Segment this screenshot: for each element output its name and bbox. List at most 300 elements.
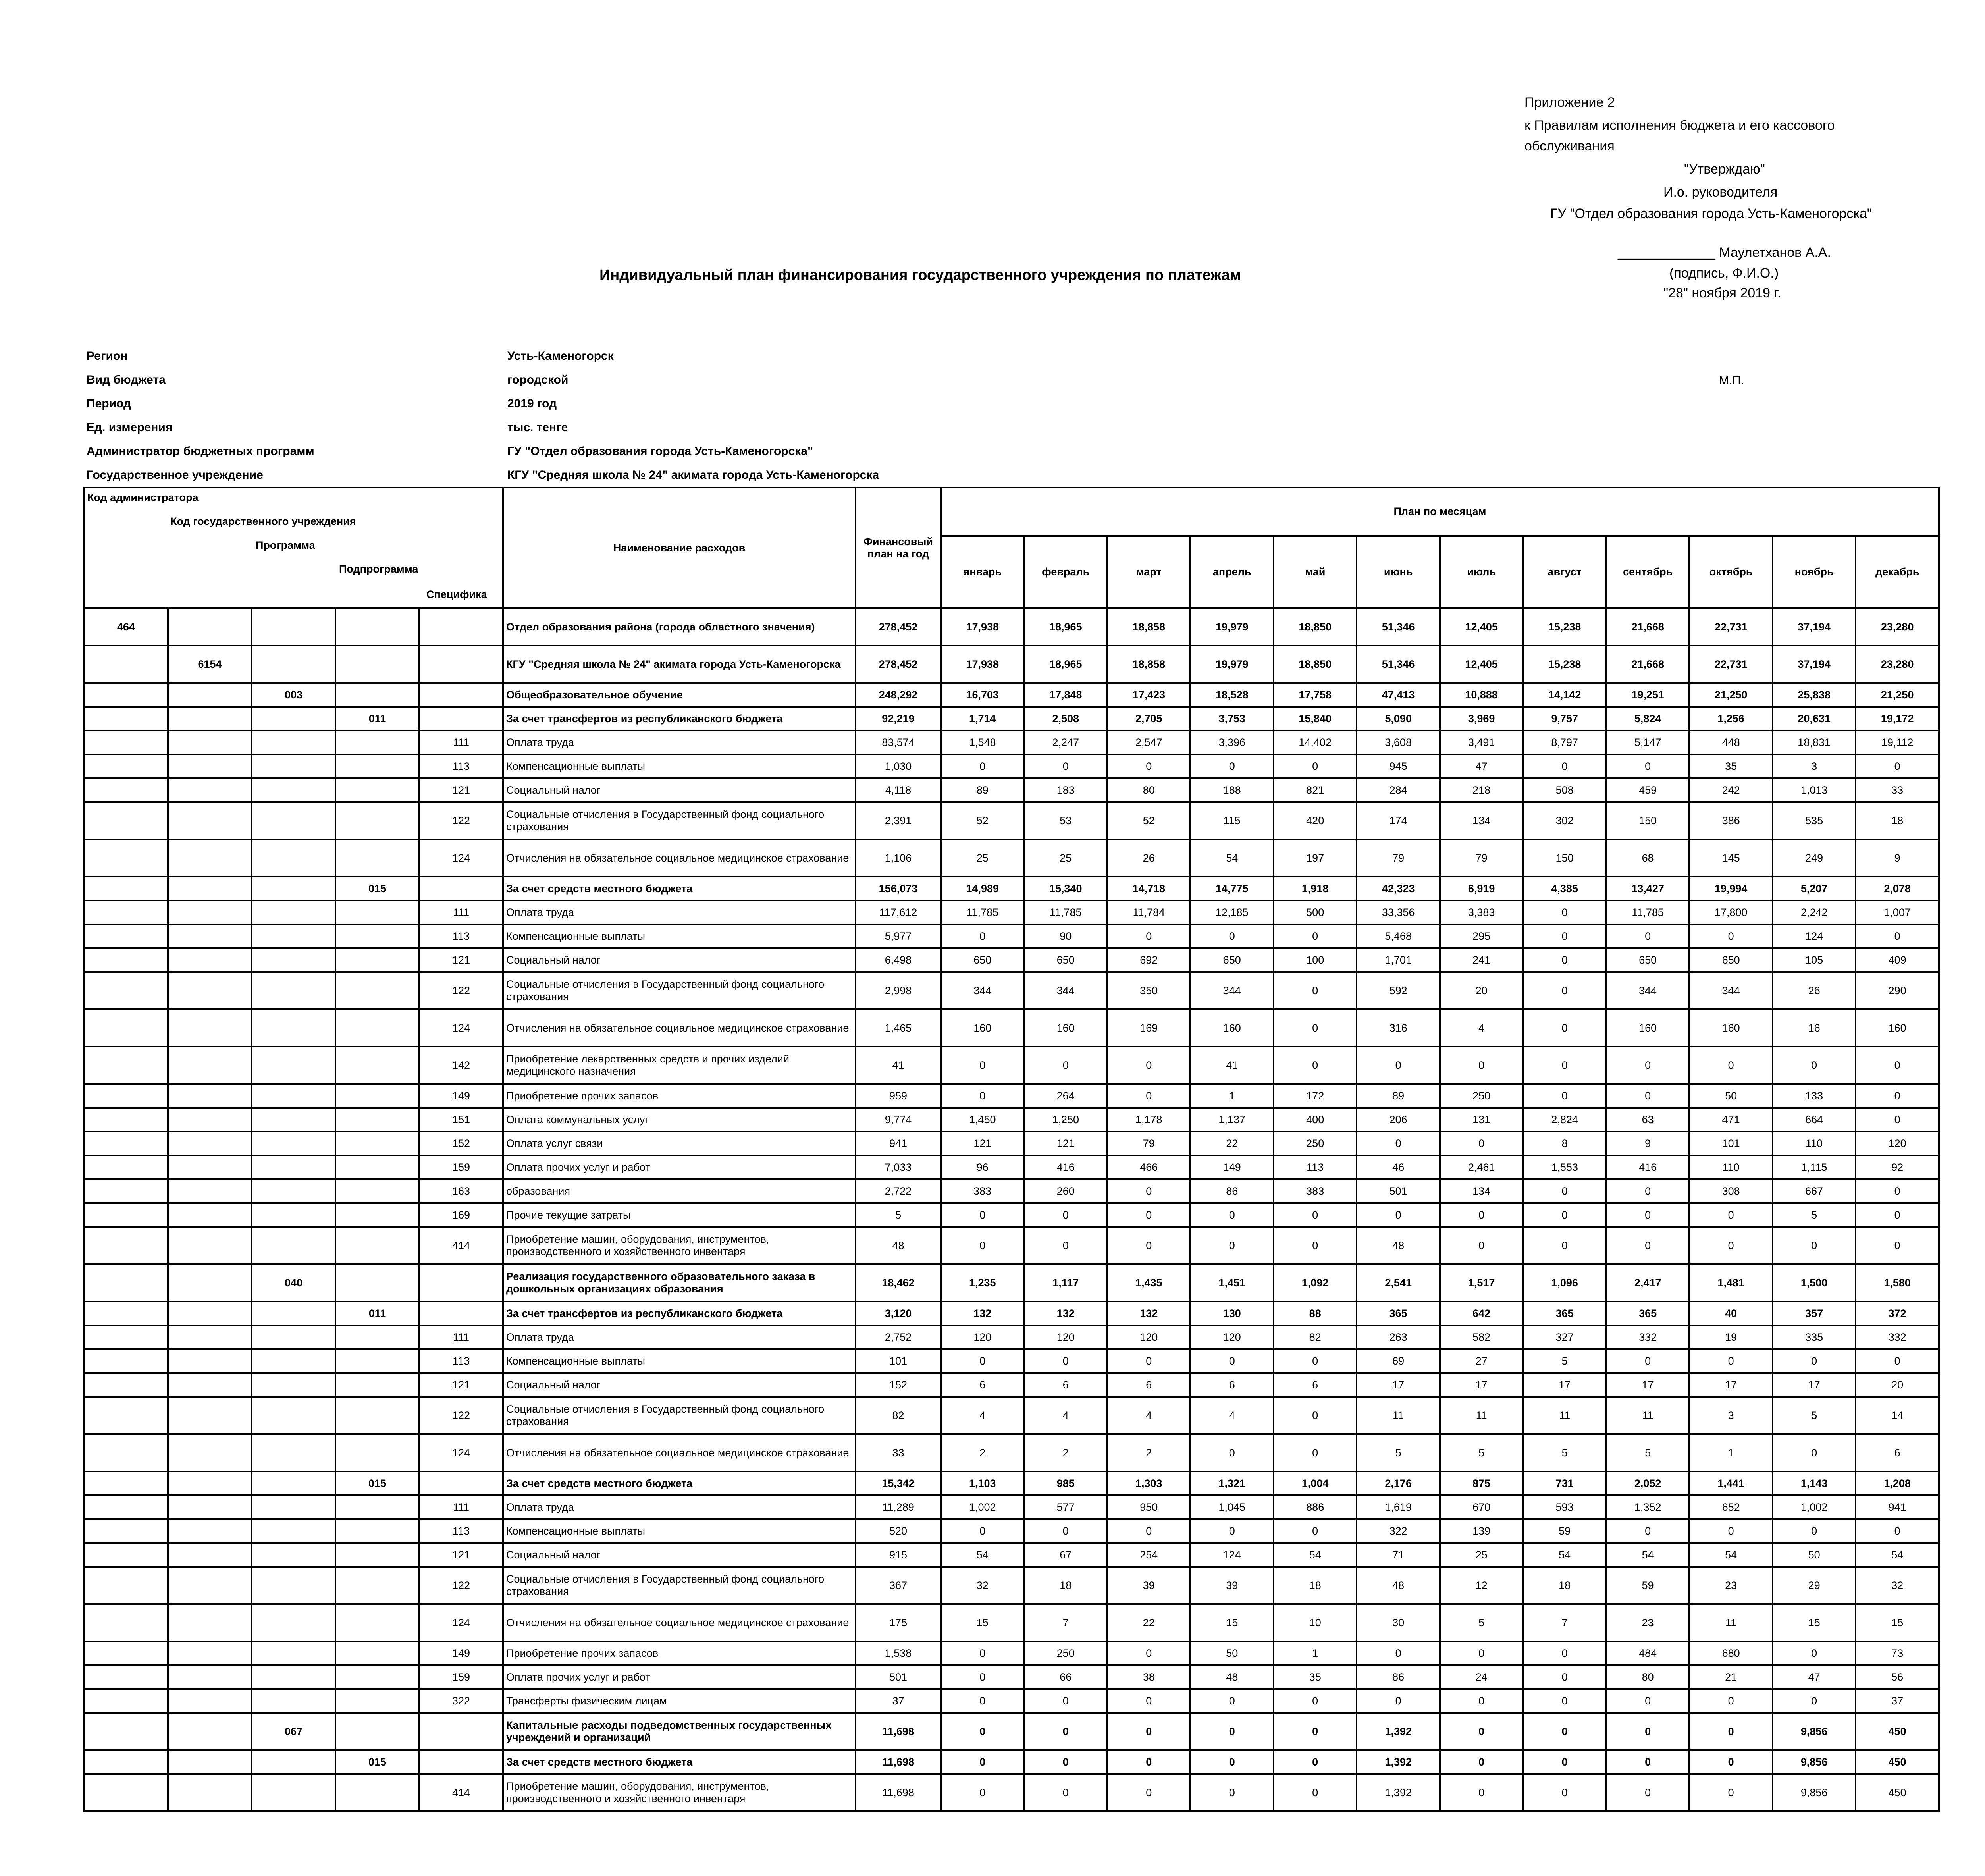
table-row (84, 1301, 1939, 1325)
month-value-cell: 0 (1523, 1084, 1606, 1108)
annual-plan-cell: 2,752 (856, 1325, 941, 1349)
month-value-cell: 0 (941, 1519, 1024, 1543)
annual-plan-cell: 278,452 (856, 646, 941, 683)
month-value-cell: 23 (1606, 1604, 1689, 1641)
month-value-cell: 484 (1606, 1641, 1689, 1665)
annual-plan-cell: 2,391 (856, 802, 941, 839)
code-specific-cell: 149 (419, 1641, 503, 1665)
code-admin-cell (84, 900, 168, 924)
code-institution-cell (168, 1665, 252, 1689)
code-institution-cell: 6154 (168, 646, 252, 683)
month-value-cell: 115 (1190, 802, 1273, 839)
code-admin-cell (84, 1713, 168, 1750)
month-value-cell: 0 (941, 1227, 1024, 1264)
month-value-cell: 38 (1107, 1665, 1190, 1689)
month-value-cell: 0 (1107, 1349, 1190, 1373)
code-admin-cell (84, 1349, 168, 1373)
month-value-cell: 18,965 (1024, 646, 1107, 683)
code-subprogram-cell (335, 839, 419, 877)
expense-name-cell: Социальные отчисления в Государственный фонд социального страхования (503, 972, 856, 1009)
month-value-cell: 0 (1440, 1203, 1523, 1227)
month-value-cell: 51,346 (1357, 646, 1440, 683)
month-value-cell: 121 (941, 1132, 1024, 1155)
code-subprogram-cell (335, 1349, 419, 1373)
code-program-cell (252, 1774, 335, 1811)
table-row (84, 1750, 1939, 1774)
meta-value: ГУ "Отдел образования города Усть-Каменогорска" (507, 445, 813, 458)
month-value-cell: 56 (1856, 1665, 1939, 1689)
month-value-cell: 667 (1773, 1179, 1856, 1203)
month-value-cell: 0 (1024, 1774, 1107, 1811)
code-subprogram-cell (335, 900, 419, 924)
month-value-cell: 4 (1107, 1397, 1190, 1434)
code-specific-cell: 113 (419, 1349, 503, 1373)
code-program-cell (252, 877, 335, 900)
month-value-cell: 5 (1440, 1604, 1523, 1641)
month-value-cell: 0 (1523, 924, 1606, 948)
month-value-cell: 0 (1689, 1519, 1772, 1543)
month-value-cell: 15 (1190, 1604, 1273, 1641)
month-header: ноябрь (1773, 536, 1856, 608)
month-value-cell: 0 (1440, 1774, 1523, 1811)
expense-name-cell: За счет средств местного бюджета (503, 877, 856, 900)
month-value-cell: 33 (1856, 778, 1939, 802)
code-subprogram-cell (335, 1373, 419, 1397)
code-program-cell (252, 1301, 335, 1325)
month-value-cell: 2,417 (1606, 1264, 1689, 1301)
annual-plan-cell: 2,722 (856, 1179, 941, 1203)
code-program-cell (252, 646, 335, 683)
month-value-cell: 188 (1190, 778, 1273, 802)
month-value-cell: 130 (1190, 1301, 1273, 1325)
month-value-cell: 54 (1523, 1543, 1606, 1567)
month-value-cell: 0 (1440, 1689, 1523, 1713)
approval-date: "28" ноября 2019 г. (1663, 285, 1781, 301)
month-value-cell: 15 (1856, 1604, 1939, 1641)
month-value-cell: 0 (1689, 1713, 1772, 1750)
month-value-cell: 2,824 (1523, 1108, 1606, 1132)
month-value-cell: 150 (1523, 839, 1606, 877)
month-value-cell: 0 (1856, 1084, 1939, 1108)
code-subprogram-cell (335, 1519, 419, 1543)
month-value-cell: 20 (1856, 1373, 1939, 1397)
month-value-cell: 0 (1274, 1774, 1357, 1811)
month-value-cell: 39 (1190, 1567, 1273, 1604)
month-header: май (1274, 536, 1357, 608)
month-value-cell: 0 (1523, 1047, 1606, 1084)
month-value-cell: 15 (941, 1604, 1024, 1641)
month-value-cell: 1,918 (1274, 877, 1357, 900)
month-value-cell: 17 (1440, 1373, 1523, 1397)
month-value-cell: 66 (1024, 1665, 1107, 1689)
month-header: октябрь (1689, 536, 1772, 608)
month-value-cell: 448 (1689, 731, 1772, 754)
month-value-cell: 0 (1606, 1047, 1689, 1084)
table-row (84, 1179, 1939, 1203)
month-value-cell: 0 (1523, 1665, 1606, 1689)
table-row (84, 683, 1939, 707)
month-value-cell: 0 (1274, 924, 1357, 948)
expense-name-cell: Приобретение лекарственных средств и прочих изделий медицинского назначения (503, 1047, 856, 1084)
month-value-cell: 54 (1606, 1543, 1689, 1567)
month-value-cell: 0 (1440, 1750, 1523, 1774)
code-admin-cell (84, 1519, 168, 1543)
code-program-cell: 067 (252, 1713, 335, 1750)
code-specific-cell: 124 (419, 1434, 503, 1471)
month-value-cell: 121 (1024, 1132, 1107, 1155)
code-admin-cell (84, 1689, 168, 1713)
code-program-cell (252, 1009, 335, 1047)
month-value-cell: 19,112 (1856, 731, 1939, 754)
code-specific-cell: 159 (419, 1155, 503, 1179)
meta-value: КГУ "Средняя школа № 24" акимата города Усть-Каменогорска (507, 469, 879, 482)
month-value-cell: 59 (1606, 1567, 1689, 1604)
month-value-cell: 652 (1689, 1495, 1772, 1519)
month-value-cell: 2,541 (1357, 1264, 1440, 1301)
month-value-cell: 0 (1190, 754, 1273, 778)
code-institution-cell (168, 1108, 252, 1132)
expense-name-cell: Оплата труда (503, 900, 856, 924)
month-value-cell: 0 (1689, 1227, 1772, 1264)
code-specific-cell (419, 707, 503, 731)
month-value-cell: 0 (1689, 1689, 1772, 1713)
month-value-cell: 6 (1024, 1373, 1107, 1397)
month-value-cell: 344 (1689, 972, 1772, 1009)
code-specific-cell: 414 (419, 1774, 503, 1811)
month-value-cell: 0 (1190, 1203, 1273, 1227)
month-value-cell: 4 (1024, 1397, 1107, 1434)
month-value-cell: 2,242 (1773, 900, 1856, 924)
month-value-cell: 110 (1689, 1155, 1772, 1179)
expense-name-cell: Отчисления на обязательное социальное медицинское страхование (503, 1434, 856, 1471)
table-row (84, 1567, 1939, 1604)
month-value-cell: 372 (1856, 1301, 1939, 1325)
expense-name-cell: Компенсационные выплаты (503, 924, 856, 948)
code-specific-cell: 122 (419, 972, 503, 1009)
month-value-cell: 0 (941, 1713, 1024, 1750)
expense-name-cell: Общеобразовательное обучение (503, 683, 856, 707)
code-specific-cell: 121 (419, 1543, 503, 1567)
month-value-cell: 1,580 (1856, 1264, 1939, 1301)
code-program-cell (252, 1132, 335, 1155)
document-title: Индивидуальный план финансирования государственного учреждения по платежам (599, 267, 1241, 283)
code-admin-cell (84, 1543, 168, 1567)
month-value-cell: 6 (1190, 1373, 1273, 1397)
expense-name-cell: Оплата услуг связи (503, 1132, 856, 1155)
month-value-cell: 322 (1357, 1519, 1440, 1543)
month-value-cell: 1,392 (1357, 1774, 1440, 1811)
month-value-cell: 86 (1190, 1179, 1273, 1203)
code-program-cell (252, 1495, 335, 1519)
month-value-cell: 0 (1024, 754, 1107, 778)
month-value-cell: 0 (1357, 1689, 1440, 1713)
month-value-cell: 2,705 (1107, 707, 1190, 731)
month-value-cell: 19,251 (1606, 683, 1689, 707)
month-value-cell: 1 (1689, 1434, 1772, 1471)
month-value-cell: 0 (1274, 1047, 1357, 1084)
annual-plan-cell: 278,452 (856, 608, 941, 646)
month-value-cell: 0 (1523, 1009, 1606, 1047)
month-value-cell: 19,172 (1856, 707, 1939, 731)
month-value-cell: 160 (941, 1009, 1024, 1047)
code-specific-cell: 121 (419, 1373, 503, 1397)
month-value-cell: 160 (1606, 1009, 1689, 1047)
expense-name-cell: За счет трансфертов из республиканского бюджета (503, 1301, 856, 1325)
month-value-cell: 11,784 (1107, 900, 1190, 924)
month-value-cell: 20,631 (1773, 707, 1856, 731)
table-row (84, 1325, 1939, 1349)
month-value-cell: 139 (1440, 1519, 1523, 1543)
code-admin-header: Код администратора (87, 492, 198, 503)
expense-name-cell: Отчисления на обязательное социальное медицинское страхование (503, 839, 856, 877)
month-value-cell: 0 (1773, 1047, 1856, 1084)
code-program-cell (252, 1750, 335, 1774)
meta-row (87, 469, 879, 482)
code-specific-cell (419, 1301, 503, 1325)
table-row (84, 1495, 1939, 1519)
month-value-cell: 0 (941, 1665, 1024, 1689)
expense-name-cell: Компенсационные выплаты (503, 754, 856, 778)
annual-plan-cell: 5,977 (856, 924, 941, 948)
month-value-cell: 0 (1274, 1689, 1357, 1713)
month-value-cell: 8 (1523, 1132, 1606, 1155)
expense-name-cell: Социальный налог (503, 1373, 856, 1397)
month-value-cell: 149 (1190, 1155, 1273, 1179)
month-value-cell: 18,528 (1190, 683, 1273, 707)
month-value-cell: 0 (1024, 1750, 1107, 1774)
month-value-cell: 2,052 (1606, 1471, 1689, 1495)
month-value-cell: 680 (1689, 1641, 1772, 1665)
code-specific-cell: 124 (419, 1009, 503, 1047)
month-value-cell: 69 (1357, 1349, 1440, 1373)
month-value-cell: 0 (1024, 1203, 1107, 1227)
code-institution-cell (168, 1495, 252, 1519)
appendix-line-2: к Правилам исполнения бюджета и его кассового (1524, 118, 1835, 133)
month-value-cell: 0 (1856, 754, 1939, 778)
month-value-cell: 120 (1024, 1325, 1107, 1349)
code-institution-cell (168, 972, 252, 1009)
month-value-cell: 0 (1274, 972, 1357, 1009)
month-value-cell: 160 (1190, 1009, 1273, 1047)
month-value-cell: 6 (1107, 1373, 1190, 1397)
annual-plan-cell: 9,774 (856, 1108, 941, 1132)
month-value-cell: 0 (1773, 1519, 1856, 1543)
month-value-cell: 120 (1856, 1132, 1939, 1155)
month-value-cell: 0 (1606, 1227, 1689, 1264)
code-admin-cell (84, 924, 168, 948)
month-value-cell: 471 (1689, 1108, 1772, 1132)
code-specific-cell: 151 (419, 1108, 503, 1132)
code-institution-cell (168, 839, 252, 877)
month-value-cell: 0 (1107, 1641, 1190, 1665)
month-header: июнь (1357, 536, 1440, 608)
month-value-cell: 110 (1773, 1132, 1856, 1155)
month-value-cell: 0 (1274, 1227, 1357, 1264)
stamp-place: М.П. (1719, 374, 1744, 387)
month-value-cell: 17,938 (941, 608, 1024, 646)
code-program-cell (252, 608, 335, 646)
month-value-cell: 5 (1523, 1434, 1606, 1471)
month-value-cell: 650 (941, 948, 1024, 972)
code-admin-cell (84, 839, 168, 877)
month-value-cell: 18,831 (1773, 731, 1856, 754)
month-value-cell: 0 (1773, 1689, 1856, 1713)
month-value-cell: 1,235 (941, 1264, 1024, 1301)
month-value-cell: 5,207 (1773, 877, 1856, 900)
month-value-cell: 295 (1440, 924, 1523, 948)
month-value-cell: 664 (1773, 1108, 1856, 1132)
month-value-cell: 650 (1024, 948, 1107, 972)
expense-name-cell: Трансферты физическим лицам (503, 1689, 856, 1713)
month-value-cell: 2 (1107, 1434, 1190, 1471)
month-value-cell: 0 (1856, 1519, 1939, 1543)
table-row (84, 1373, 1939, 1397)
month-value-cell: 25 (1440, 1543, 1523, 1567)
annual-plan-cell: 2,998 (856, 972, 941, 1009)
month-value-cell: 593 (1523, 1495, 1606, 1519)
month-value-cell: 9,856 (1773, 1713, 1856, 1750)
code-subprogram-cell (335, 948, 419, 972)
code-subprogram-cell (335, 1495, 419, 1519)
table-row (84, 924, 1939, 948)
expense-name-cell: Социальные отчисления в Государственный фонд социального страхования (503, 1397, 856, 1434)
code-specific-cell: 121 (419, 948, 503, 972)
month-value-cell: 0 (1523, 1227, 1606, 1264)
month-value-cell: 0 (1274, 1009, 1357, 1047)
annual-plan-cell: 959 (856, 1084, 941, 1108)
code-subprogram-cell (335, 1689, 419, 1713)
month-value-cell: 19,994 (1689, 877, 1772, 900)
expense-name-cell: Приобретение машин, оборудования, инструментов, производственного и хозяйственного инвентаря (503, 1774, 856, 1811)
month-value-cell: 14,989 (941, 877, 1024, 900)
code-institution-cell (168, 608, 252, 646)
month-value-cell: 650 (1190, 948, 1273, 972)
month-value-cell: 120 (1190, 1325, 1273, 1349)
month-value-cell: 1,392 (1357, 1750, 1440, 1774)
signature-caption: (подпись, Ф.И.О.) (1669, 266, 1779, 281)
month-value-cell: 0 (941, 1750, 1024, 1774)
code-subprogram-cell (335, 1641, 419, 1665)
month-value-cell: 14 (1856, 1397, 1939, 1434)
code-program-cell (252, 1434, 335, 1471)
table-row (84, 839, 1939, 877)
month-value-cell: 1,714 (941, 707, 1024, 731)
month-value-cell: 54 (941, 1543, 1024, 1567)
expense-name-cell: Оплата коммунальных услуг (503, 1108, 856, 1132)
code-admin-cell (84, 1009, 168, 1047)
expense-name-cell: Социальный налог (503, 778, 856, 802)
month-value-cell: 17 (1606, 1373, 1689, 1397)
month-value-cell: 450 (1856, 1774, 1939, 1811)
month-value-cell: 1,045 (1190, 1495, 1273, 1519)
month-value-cell: 0 (1440, 1713, 1523, 1750)
table-row (84, 1155, 1939, 1179)
code-institution-cell (168, 1750, 252, 1774)
code-specific-cell: 142 (419, 1047, 503, 1084)
month-value-cell: 254 (1107, 1543, 1190, 1567)
month-value-cell: 0 (1606, 1203, 1689, 1227)
code-admin-cell (84, 1750, 168, 1774)
code-subprogram-cell (335, 608, 419, 646)
code-specific-cell (419, 683, 503, 707)
expense-name-cell: Оплата труда (503, 1325, 856, 1349)
month-value-cell: 0 (1523, 1774, 1606, 1811)
month-value-cell: 249 (1773, 839, 1856, 877)
month-value-cell: 18,965 (1024, 608, 1107, 646)
month-value-cell: 0 (1856, 1227, 1939, 1264)
month-value-cell: 145 (1689, 839, 1772, 877)
month-value-cell: 79 (1440, 839, 1523, 877)
month-value-cell: 670 (1440, 1495, 1523, 1519)
month-value-cell: 0 (1190, 924, 1273, 948)
table-row (84, 707, 1939, 731)
month-value-cell: 132 (1107, 1301, 1190, 1325)
month-value-cell: 48 (1357, 1227, 1440, 1264)
month-value-cell: 0 (1606, 1179, 1689, 1203)
month-value-cell: 15,840 (1274, 707, 1357, 731)
month-value-cell: 89 (941, 778, 1024, 802)
annual-plan-cell: 248,292 (856, 683, 941, 707)
code-specific-cell: 111 (419, 1325, 503, 1349)
month-value-cell: 1,701 (1357, 948, 1440, 972)
month-value-cell: 3,969 (1440, 707, 1523, 731)
code-specific-cell: 159 (419, 1665, 503, 1689)
code-subprogram-cell (335, 1774, 419, 1811)
month-value-cell: 26 (1773, 972, 1856, 1009)
month-value-cell: 134 (1440, 1179, 1523, 1203)
month-value-cell: 5,090 (1357, 707, 1440, 731)
code-admin-cell (84, 1471, 168, 1495)
month-value-cell: 0 (1107, 1750, 1190, 1774)
month-value-cell: 42,323 (1357, 877, 1440, 900)
meta-label: Государственное учреждение (87, 469, 263, 482)
month-value-cell: 1,002 (941, 1495, 1024, 1519)
name-header: Наименование расходов (503, 488, 856, 608)
month-value-cell: 7 (1024, 1604, 1107, 1641)
code-subprogram-cell (335, 1155, 419, 1179)
code-specific-cell: 122 (419, 802, 503, 839)
month-value-cell: 2,247 (1024, 731, 1107, 754)
code-program-cell (252, 707, 335, 731)
month-value-cell: 692 (1107, 948, 1190, 972)
month-value-cell: 302 (1523, 802, 1606, 839)
expense-name-cell: Реализация государственного образовательного заказа в дошкольных организациях образования (503, 1264, 856, 1301)
month-value-cell: 383 (1274, 1179, 1357, 1203)
code-subprogram-header: Подпрограмма (339, 563, 418, 575)
month-value-cell: 0 (1523, 1689, 1606, 1713)
code-program-cell (252, 1519, 335, 1543)
month-value-cell: 0 (1606, 1084, 1689, 1108)
month-value-cell: 0 (1523, 972, 1606, 1009)
code-admin-cell (84, 778, 168, 802)
month-value-cell: 46 (1357, 1155, 1440, 1179)
month-value-cell: 17 (1523, 1373, 1606, 1397)
code-admin-cell (84, 1301, 168, 1325)
code-institution-cell (168, 1301, 252, 1325)
month-value-cell: 1,321 (1190, 1471, 1273, 1495)
month-value-cell: 0 (1606, 754, 1689, 778)
month-value-cell: 0 (1190, 1774, 1273, 1811)
annual-plan-cell: 4,118 (856, 778, 941, 802)
month-value-cell: 8,797 (1523, 731, 1606, 754)
meta-row (87, 421, 568, 434)
month-value-cell: 21 (1689, 1665, 1772, 1689)
month-value-cell: 650 (1689, 948, 1772, 972)
code-institution-cell (168, 924, 252, 948)
code-specific-cell (419, 1750, 503, 1774)
month-value-cell: 1,553 (1523, 1155, 1606, 1179)
month-value-cell: 0 (1440, 1641, 1523, 1665)
